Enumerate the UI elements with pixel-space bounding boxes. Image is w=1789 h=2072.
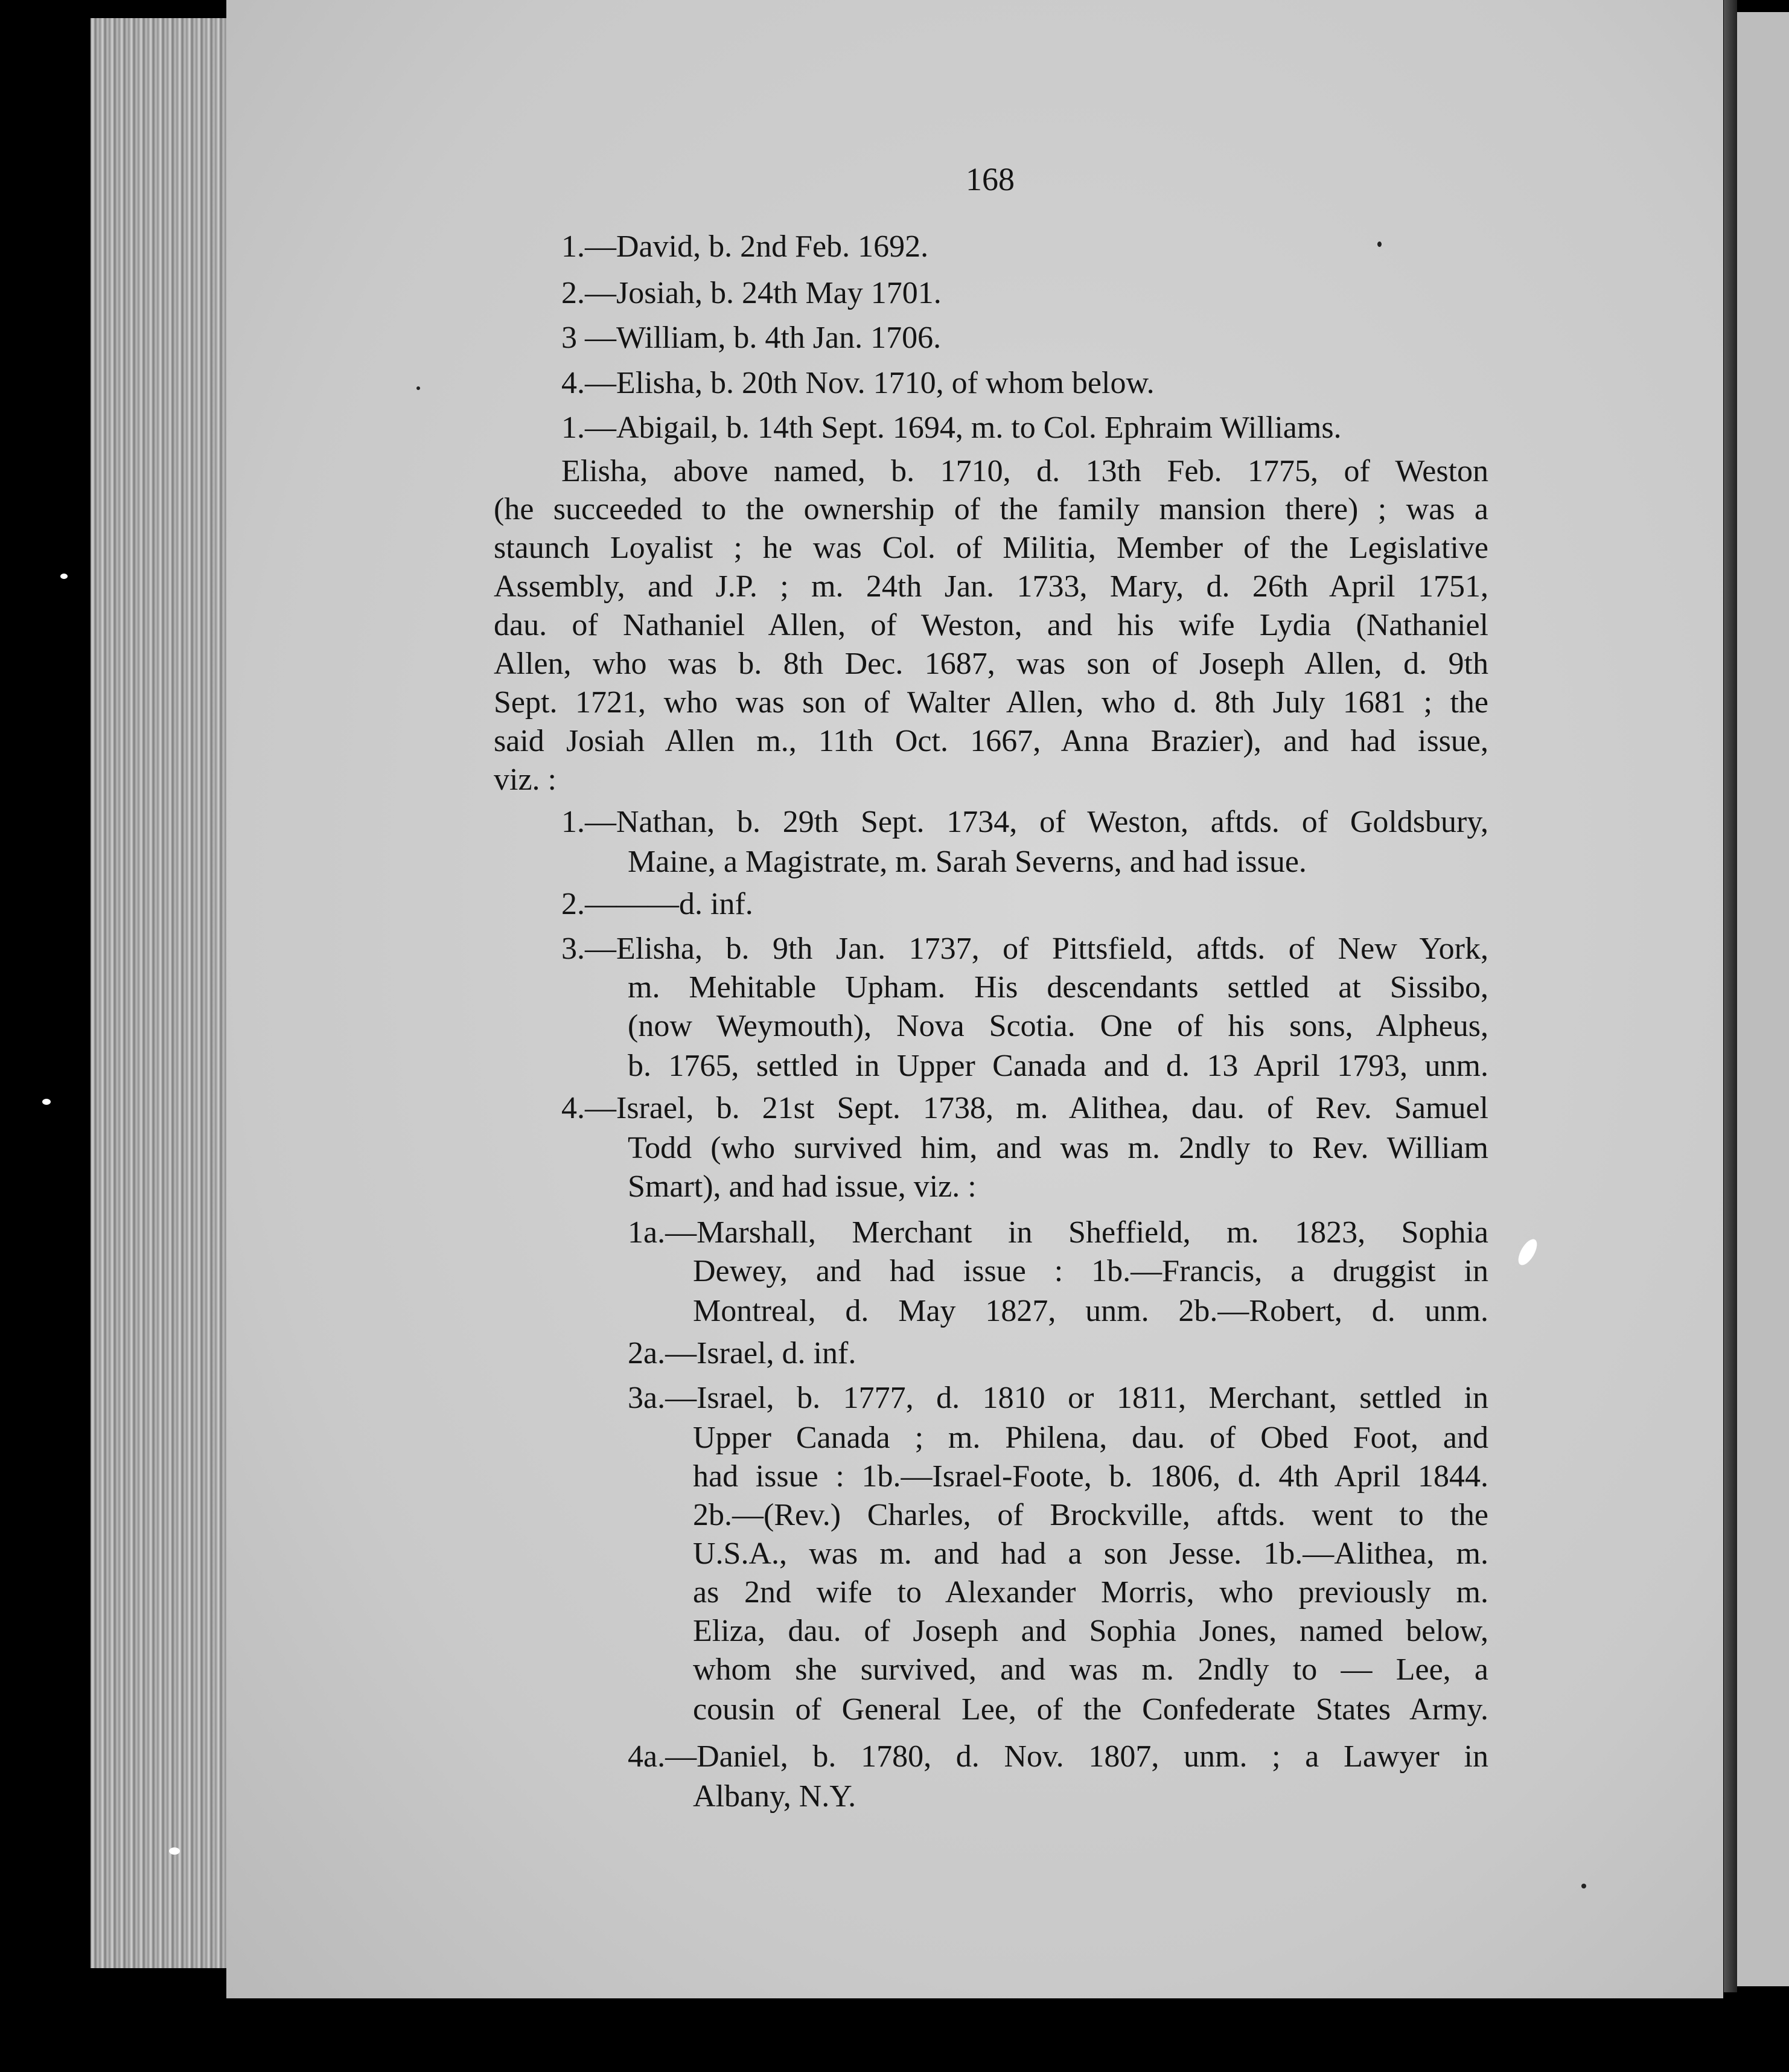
text-line: U.S.A., was m. and had a son Jesse. 1b.—Alithea, m. [693,1536,1488,1571]
text-line: b. 1765, settled in Upper Canada and d. 13 April 1793, unm. [628,1049,1488,1083]
text-line: Elisha, above named, b. 1710, d. 13th Feb. 1775, of Weston [561,454,1488,488]
text-line: 1.—Abigail, b. 14th Sept. 1694, m. to Col. Ephraim Williams. [561,411,1342,445]
text-line: Dewey, and had issue : 1b.—Francis, a druggist in [693,1254,1488,1288]
text-line: Upper Canada ; m. Philena, dau. of Obed Foot, and [693,1421,1488,1455]
text-line: Sept. 1721, who was son of Walter Allen, who d. 8th July 1681 ; the [494,685,1488,720]
text-line: 2.———d. inf. [561,887,753,921]
text-line: 2.—Josiah, b. 24th May 1701. [561,276,942,310]
text-line: (he succeeded to the ownership of the family mansion there) ; was a [494,492,1488,526]
text-line: viz. : [494,763,556,797]
text-line: whom she survived, and was m. 2ndly to — Lee, a [693,1652,1488,1687]
text-line: Allen, who was b. 8th Dec. 1687, was son of Joseph Allen, d. 9th [494,647,1488,681]
text-line: Maine, a Magistrate, m. Sarah Severns, and had issue. [628,845,1307,879]
text-line: Assembly, and J.P. ; m. 24th Jan. 1733, Mary, d. 26th April 1751, [494,569,1488,604]
text-line: 4.—Elisha, b. 20th Nov. 1710, of whom below. [561,366,1155,400]
text-line: Eliza, dau. of Joseph and Sophia Jones, named below, [693,1614,1488,1648]
text-line: Montreal, d. May 1827, unm. 2b.—Robert, d. unm. [693,1294,1488,1328]
text-line: 1.—David, b. 2nd Feb. 1692. [561,229,929,264]
text-line: 3a.—Israel, b. 1777, d. 1810 or 1811, Merchant, settled in [628,1381,1488,1415]
text-line: m. Mehitable Upham. His descendants settled at Sissibo, [628,970,1488,1005]
text-line: Todd (who survived him, and was m. 2ndly to Rev. William [628,1131,1488,1165]
text-line: Albany, N.Y. [693,1779,856,1814]
text-line: had issue : 1b.—Israel-Foote, b. 1806, d. 4th April 1844. [693,1459,1488,1494]
text-line: 4.—Israel, b. 21st Sept. 1738, m. Alithea, dau. of Rev. Samuel [561,1091,1488,1125]
text-line: 2b.—(Rev.) Charles, of Brockville, aftds. went to the [693,1498,1488,1532]
text-line: dau. of Nathaniel Allen, of Weston, and his wife Lydia (Nathaniel [494,608,1488,642]
text-line: cousin of General Lee, of the Confederate States Army. [693,1692,1488,1727]
text-line: (now Weymouth), Nova Scotia. One of his sons, Alpheus, [628,1009,1488,1043]
text-line: said Josiah Allen m., 11th Oct. 1667, Anna Brazier), and had issue, [494,724,1488,758]
text-line: 1.—Nathan, b. 29th Sept. 1734, of Weston, aftds. of Goldsbury, [561,805,1488,839]
text-line: 1a.—Marshall, Merchant in Sheffield, m. 1823, Sophia [628,1215,1488,1250]
text-line: 2a.—Israel, d. inf. [628,1336,856,1370]
page-number: 168 [966,161,1015,197]
text-line: as 2nd wife to Alexander Morris, who previously m. [693,1575,1488,1610]
text-line: Smart), and had issue, viz. : [628,1169,977,1204]
text-line: staunch Loyalist ; he was Col. of Militia, Member of the Legislative [494,531,1488,565]
text-line: 3.—Elisha, b. 9th Jan. 1737, of Pittsfield, aftds. of New York, [561,932,1488,966]
text-line: 4a.—Daniel, b. 1780, d. Nov. 1807, unm. ; a Lawyer in [628,1739,1488,1774]
text-line: 3 —William, b. 4th Jan. 1706. [561,321,942,355]
